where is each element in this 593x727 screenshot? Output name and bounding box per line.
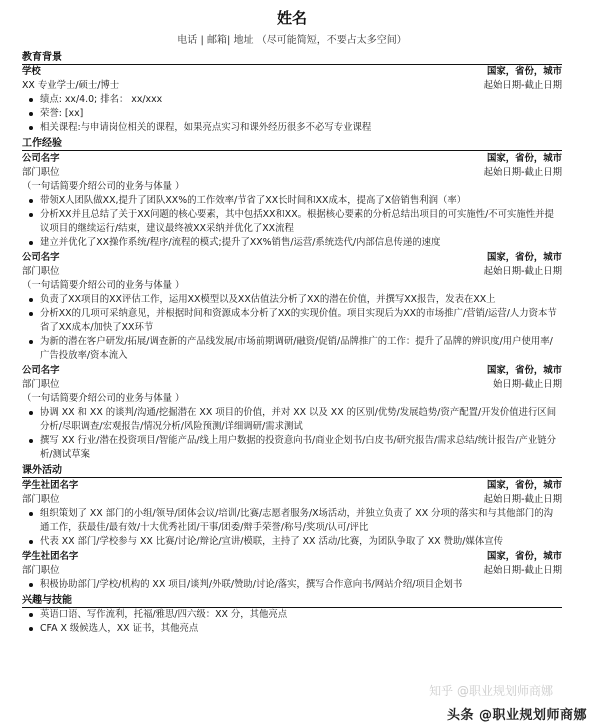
watermark: 头条 @职业规划师商娜 <box>446 708 587 723</box>
company-intro: （一句话简要介绍公司的业务与体量 ） <box>22 280 185 291</box>
school-name: 学校 <box>22 66 41 77</box>
job-header-row <box>22 251 562 265</box>
resume-page <box>22 0 562 636</box>
list-item: 相关课程:与申请岗位相关的课程，如果亮点实习和课外经历很多不必写专业课程 <box>40 121 562 135</box>
job-position-row <box>22 265 562 279</box>
company-intro: （一句话简要介绍公司的业务与体量 ） <box>22 181 185 192</box>
club-position: 部门职位 <box>22 494 60 505</box>
club-entry <box>22 479 562 549</box>
job-bullets <box>22 194 562 250</box>
list-item: 撰写 XX 行业/潜在投资项目/智能产品/线上用户数据的投资意向书/商业企划书/白皮书/研究报告/需求总结/统计报告/产业链分析/测试草案 <box>40 434 562 462</box>
job-position: 部门职位 <box>22 167 60 178</box>
skills-bullets <box>22 608 562 636</box>
section-activities-title: 课外活动 <box>22 464 562 478</box>
job-header-row <box>22 364 562 378</box>
list-item: 积极协助部门/学校/机构的 XX 项目/谈判/外联/赞助/讨论/落实，撰写合作意向书/网站介绍/项目企划书 <box>40 578 562 592</box>
job-position: 部门职位 <box>22 379 60 390</box>
section-education-title: 教育背景 <box>22 51 562 65</box>
club-location: 国家，省份，城市 <box>486 551 562 562</box>
job-entry <box>22 251 562 363</box>
club-entry <box>22 550 562 592</box>
club-header-row <box>22 550 562 564</box>
job-entry <box>22 364 562 462</box>
job-position-row <box>22 166 562 180</box>
job-bullets <box>22 406 562 462</box>
job-entry <box>22 152 562 250</box>
club-bullets <box>22 578 562 592</box>
job-header-row <box>22 152 562 166</box>
list-item: 分析XX的几项可采纳意见，并根据时间和资源成本分析了XX的实现价值。项目实现后为XX的市场推广/营销/运营/人力资本节省了XX成本/加快了XX环节 <box>40 307 562 335</box>
club-name: 学生社团名字 <box>22 480 79 491</box>
education-bullets <box>22 93 562 135</box>
list-item: 负责了XX项目的XX评估工作，运用XX模型以及XX估值法分析了XX的潜在价值，并撰写XX报告，发表在XX上 <box>40 293 562 307</box>
list-item: 英语口语、写作流利，托福/雅思/四六级：XX 分，其他亮点 <box>40 608 562 622</box>
list-item: 建立并优化了XX操作系统/程序/流程的模式;提升了XX%销售/运营/系统迭代/内部信息传递的速度 <box>40 236 562 250</box>
club-bullets <box>22 507 562 549</box>
club-location: 国家，省份，城市 <box>486 480 562 491</box>
club-name: 学生社团名字 <box>22 551 79 562</box>
club-position: 部门职位 <box>22 565 60 576</box>
company-location: 国家，省份，城市 <box>486 252 562 263</box>
job-dates: 始日期-截止日期 <box>492 379 562 390</box>
company-name: 公司名字 <box>22 153 60 164</box>
list-item: 代表 XX 部门/学校参与 XX 比赛/讨论/辩论/宣讲/模联，主持了 XX 活动/比赛，为团队争取了 XX 赞助/媒体宣传 <box>40 535 562 549</box>
list-item: 荣誉: [xx] <box>40 107 562 121</box>
contact-line: 电话 | 邮箱| 地址 （尽可能简短，不要占太多空间） <box>177 35 407 46</box>
club-header-row <box>22 479 562 493</box>
resume-name: 姓名 <box>276 9 307 27</box>
job-position-row <box>22 378 562 392</box>
education-dates: 起始日期-截止日期 <box>483 80 562 91</box>
section-work-title: 工作经验 <box>22 137 562 151</box>
school-location: 国家，省份，城市 <box>486 66 562 77</box>
job-position: 部门职位 <box>22 266 60 277</box>
company-location: 国家，省份，城市 <box>486 153 562 164</box>
club-position-row <box>22 564 562 578</box>
list-item: 为新的潜在客户研发/拓展/调查新的产品线发展/市场前期调研/融资/促销/品牌推广的工作：提升了品牌的辨识度/用户使用率/广告投放率/资本流入 <box>40 335 562 363</box>
job-dates: 起始日期-截止日期 <box>483 167 562 178</box>
degree: XX 专业学士/硕士/博士 <box>22 80 120 91</box>
education-degree-row <box>22 79 562 93</box>
list-item: 协调 XX 和 XX 的谈判/沟通/挖掘潜在 XX 项目的价值，并对 XX 以及 XX 的区别/优势/发展趋势/资产配置/开发价值进行区间分析/尽职调查/宏观报告/情况分析/风险预测/详细调研/需求测试 <box>40 406 562 434</box>
education-school-row <box>22 65 562 79</box>
company-intro: （一句话简要介绍公司的业务与体量 ） <box>22 393 185 404</box>
list-item: 带领X人团队做XX,提升了团队XX%的工作效率/节省了XX长时间和XX成本，提高了X倍销售利润（率） <box>40 194 562 208</box>
company-name: 公司名字 <box>22 252 60 263</box>
job-dates: 起始日期-截止日期 <box>483 266 562 277</box>
club-dates: 起始日期-截止日期 <box>483 494 562 505</box>
company-location: 国家，省份，城市 <box>486 365 562 376</box>
list-item: CFA X 级候选人，XX 证书，其他亮点 <box>40 622 562 636</box>
company-name: 公司名字 <box>22 365 60 376</box>
list-item: 绩点: xx/4.0; 排名： xx/xxx <box>40 93 562 107</box>
section-skills-title: 兴趣与技能 <box>22 594 562 608</box>
job-bullets <box>22 293 562 363</box>
list-item: 分析XX并且总结了关于XX问题的核心要素，其中包括XX和XX。根据核心要素的分析总结出项目的可实施性/不可实施性并提议项目的继续运行/结束，建议最终被XX采纳并优化了XX流程 <box>40 208 562 236</box>
club-position-row <box>22 493 562 507</box>
list-item: 组织策划了 XX 部门的小组/领导/团体会议/培训/比赛/志愿者服务/X场活动，并独立负责了 XX 分项的落实和与其他部门的沟通工作，获最佳/最有效/十大优秀社团/干事/团委/辩手荣誉/称号/奖项/认可/评比 <box>40 507 562 535</box>
club-dates: 起始日期-截止日期 <box>483 565 562 576</box>
faded-watermark: 知乎 @职业规划师商娜 <box>429 684 553 698</box>
